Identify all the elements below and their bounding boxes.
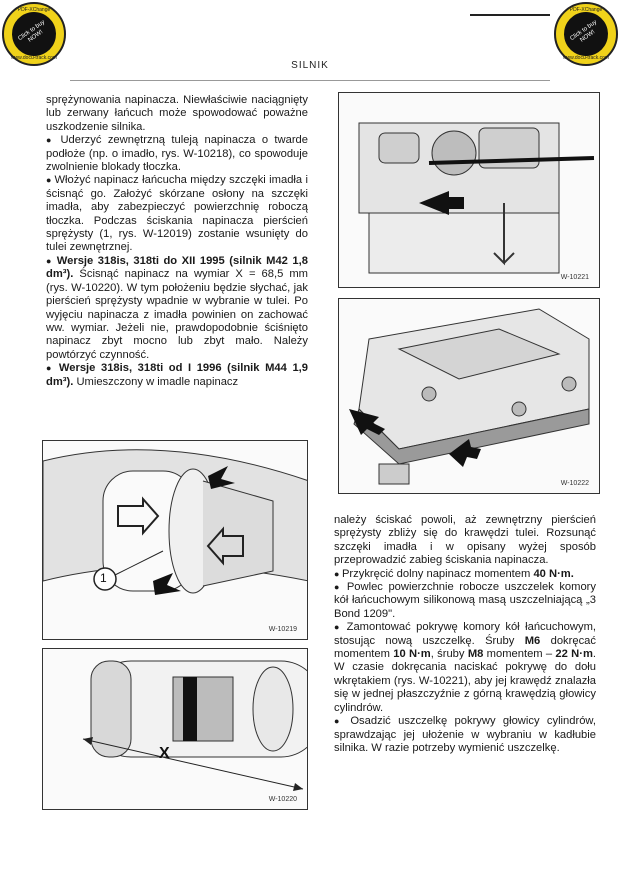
dimension-label: X (159, 745, 170, 762)
gasket-illustration (339, 299, 600, 494)
bullet-paragraph: ● Osadzić uszczelkę pokrywy głowicy cylindrów, sprawdzając jej ułożenie w wybraniu w kadłubie silnika. W razie potrzeby wymienić uszczelkę. (334, 715, 596, 755)
paragraph: sprężynowania napinacza. Niewłaściwie naciągnięty lub zerwany łańcuch może spowodować poważne uszkodzenie silnika. (46, 94, 308, 133)
figure-w10221 (338, 92, 600, 288)
engine-timing-illustration (339, 93, 600, 288)
bold-heading: Wersje 318is, 318ti od I 1996 (silnik M44 1,9 dm³). (46, 362, 309, 388)
callout-number: 1 (100, 571, 107, 585)
bullet-paragraph: ● Uderzyć zewnętrzną tuleją napinacza o twarde podłoże (np. o imadło, rys. W-10218), co spowoduje zwolnienie blokady tłoczka. (46, 134, 308, 174)
figure-w10219 (42, 440, 308, 640)
bullet-paragraph: ● Powlec powierzchnie robocze uszczelek komory kół łańcuchowym silikonową masą uszczelniającą „3 Bond 1209". (334, 581, 596, 621)
figure-label: W-10222 (560, 480, 589, 487)
paragraph: należy ściskać powoli, aż zewnętrzny pierścień sprężysty zbliży się do krawędzi tulei. Rozsunąć szczęki imadła i w opisany wyżej sposób przeprowadzić zabieg ściskania napinacza. (334, 514, 596, 567)
bullet-paragraph: ● Wersje 318is, 318ti od I 1996 (silnik M44 1,9 dm³). Umieszczony w imadle napinacz (46, 362, 308, 389)
figure-w10222 (338, 298, 600, 494)
bullet-paragraph: ● Wersje 318is, 318ti do XII 1995 (silnik M42 1,8 dm³). Ścisnąć napinacz na wymiar X = 68,5 mm (rys. W-10220). W tym położeniu będzie słychać, jak pierścień sprężysty wpadnie w wybranie w tulei. Po wyjęciu napinacza z imadła powinien on zachować ww. wymiar. Jeżeli nie, prawdopodobnie ściśnięto napinacz zbyt mocno lub zbyt mało. Należy powtórzyć czynność. (46, 255, 308, 362)
badge-ring-top: PDF-XChange (17, 7, 51, 13)
badge-ring-bottom: www.docu-track.com (10, 55, 58, 61)
badge-ring-top: PDF-XChange (569, 7, 603, 13)
tensioner-vice-illustration (43, 441, 308, 640)
bullet-paragraph: ● Włożyć napinacz łańcucha między szczęki imadła i ścisnąć go. Założyć skórzane osłony na szczęki imadła, aby zabezpieczyć powierzchnię roboczą tłoczka. Podczas ściskania napinacza pierścień sprężysty (1, rys. W-12019) zostanie wsunięty do tulei zewnętrznej. (46, 174, 308, 254)
right-text-column (334, 514, 596, 755)
badge-cta: Click to buy NOW! (17, 19, 47, 44)
header-rule-accent (470, 14, 550, 16)
figure-label: W-10221 (560, 274, 589, 281)
figure-w10220 (42, 648, 308, 810)
figure-label: W-10220 (268, 796, 297, 803)
pdf-xchange-badge-right[interactable] (554, 2, 618, 66)
header-rule (70, 80, 550, 81)
pdf-xchange-badge-left[interactable] (2, 2, 66, 66)
left-text-column (46, 94, 308, 389)
badge-cta: Click to buy NOW! (569, 19, 599, 44)
page-header-title: SILNIK (291, 60, 329, 71)
bold-heading: Wersje 318is, 318ti do XII 1995 (silnik M42 1,8 dm³). (46, 254, 308, 281)
figure-label: W-10219 (268, 626, 297, 633)
badge-ring-bottom: www.docu-track.com (562, 55, 610, 61)
bullet-paragraph: ● Przykręcić dolny napinacz momentem 40 N·m. (334, 568, 596, 581)
bullet-paragraph: ● Zamontować pokrywę komory kół łańcuchowym, stosując nową uszczelkę. Śruby M6 dokręcać momentem 10 N·m, śruby M8 momentem – 22 N·m. W czasie dokręcania naciskać pokrywę do dołu wkrętakiem (rys. W-10221), aby jej krawędź znalazła się w jednej płaszczyźnie z górną krawędzią głowicy cylindrów. (334, 621, 596, 715)
tensioner-dimension-illustration (43, 649, 308, 810)
